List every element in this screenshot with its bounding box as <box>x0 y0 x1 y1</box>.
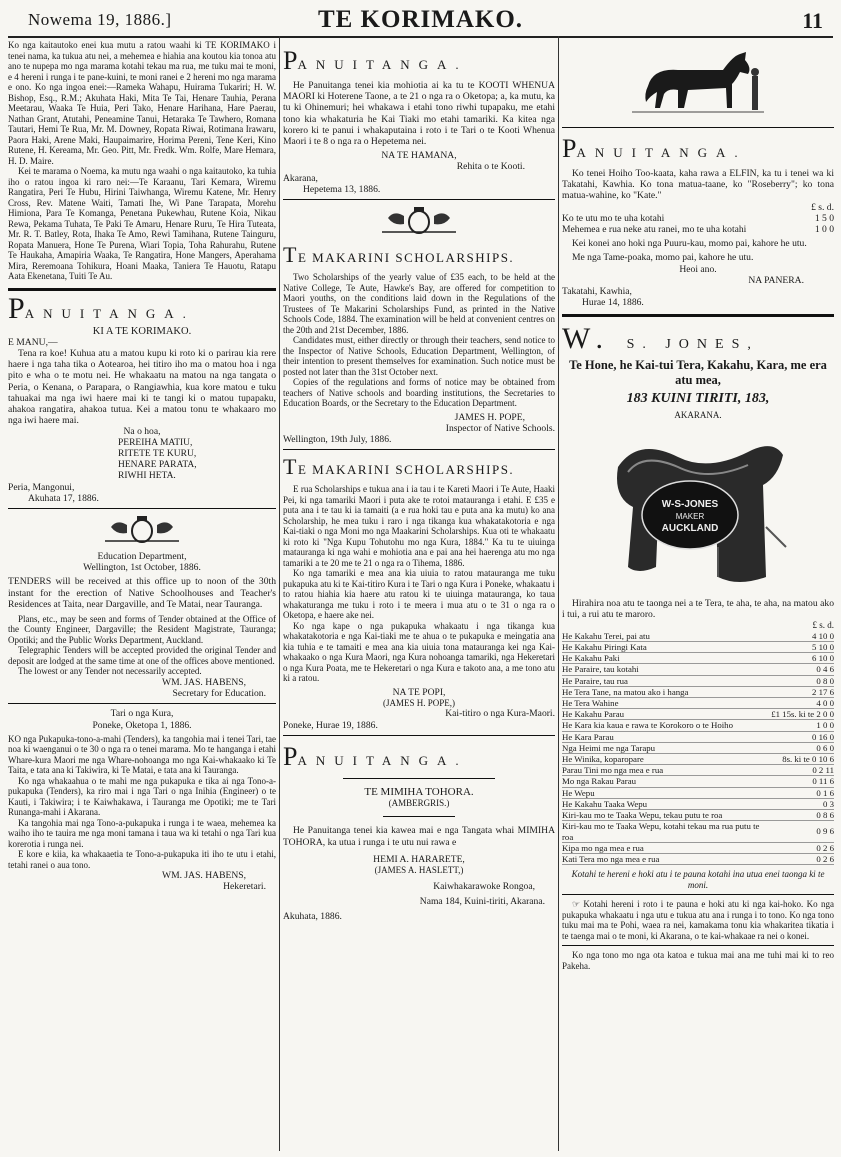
letter-closing: Na o hoa, <box>123 426 161 438</box>
signatory: PEREIHA MATIU, <box>118 437 193 448</box>
akuhata-date: Akuhata, 1886. <box>283 910 342 922</box>
price-row <box>562 631 834 642</box>
letter-date: Akuhata 17, 1886. <box>28 492 99 504</box>
price-value: 0 9 6 <box>771 821 834 842</box>
jones-city: AKARANA. <box>674 410 722 421</box>
panuitanga-heading: PANUITANGA. <box>283 46 468 75</box>
price-item: Kiri-kau mo te Taaka Wepu, kotahi tekau ma rua putu te roa <box>562 821 771 842</box>
price-item: He Tera Tane, na matou ako i hanga <box>562 686 771 697</box>
price-value: 2 17 6 <box>771 686 834 697</box>
section-rule <box>283 199 555 200</box>
royal-arms-ornament <box>97 515 187 545</box>
newspaper-title: TE KORIMAKO. <box>317 6 524 33</box>
scholarships-maori-1: E rua Scholarships e tukua ana i ia tau i te Kareti Maori i Te Aute, Haaki Pei, ki nga tamariki Maori i puta ake te rotoi matauranga i etahi. E £35 e puta ana i te tau ki ia tamaiti (a e rua hoki tau e puta ana ka mutu) ko ana Scholarship, he mea tuku i raro i nga tikanga kua whakatakotoria e nga Kai-tiaki o nga Moni mo nga Maakarini Scholarships. Kua oti te whakaatu ki roto ki "Nga Kupu Tohutohu mo nga Kura, 1884." Ka tu te uiuinga matauranga ki nga wahi e mohiotia ana e pai ana hei haerenga atu mo nga tamariki a te 20 me te 21 o nga ra o Tihema, 1886. <box>283 484 555 568</box>
price-item: He Wepu <box>562 787 771 798</box>
letter-signatories <box>118 438 276 482</box>
fee-row <box>562 213 834 224</box>
page-number: 11 <box>802 8 823 33</box>
subscribers-november: Kei te marama o Noema, ka mutu nga waahi o nga kaitautoko, ka tuhia iho o ratou ingoa ki raro nei:—Te Karaanu, Tari Kemara, Wiremu Rangatira, Peri Te Hubu, Hirini Taiwhanga, Wiremu Katene, Mr. Henry Cross, Rev. Matene Waiti, Tamati Ihe, Wi Pane Tarapata, Morehu Himiona, Para Te Komanga, Penetana Pukewhau, Rutene Koia, Nikau Rewa, Pekama Tuhata, Te Paki Te Amaru, Henare Ruru, Te Hira Tuteata, Mr. R. T. Batley, Rota, Ihaka Te Amo, Rewi Tamihana, Rutene Tainguru, Ropata Manuera, Hone Te Purena, Wiari Topia, Toha Rahurahu, Rutene Te Haukaha, Amapiria Waaka, Te Rangatira, Hone Mangers, Aperahama Mira, Reremoana Tohikura, Hoani Maaka, Taniera Te Hauotu, Ratapu Aata Ekenetana, Tuiti Te Au. <box>8 166 276 281</box>
section-rule <box>562 127 834 128</box>
english-orders-note: Ko nga tono mo nga ota katoa e tukua mai ana me tuhi mai ki to reo Pakeha. <box>562 950 834 971</box>
section-rule <box>8 703 276 704</box>
price-value: 8s. ki te 0 10 6 <box>771 754 834 765</box>
jones-heading: W. S. JONES, <box>562 322 759 356</box>
price-item: He Kakahu Taaka Wepu <box>562 798 771 809</box>
price-item: He Paraire, tau rua <box>562 675 771 686</box>
heoi-ano: Heoi ano. <box>679 263 717 275</box>
price-item: Nga Heimi me nga Tarapu <box>562 742 771 753</box>
scholarships-body-1: Two Scholarships of the yearly value of £35 each, to be held at the Native College, Te Aute, Hawke's Bay, are offered for competition to Maori youths, on the conditions laid down in the Regulations of the Trustees of Te Makarini Scholarships Fund, as printed in the Native Schools Code, 1884. The examination will be held at convenient centres on the 20th and 21st December, 1886. <box>283 272 555 335</box>
saddle-illustration <box>598 427 798 592</box>
price-item: He Kakahu Piringi Kata <box>562 642 771 653</box>
education-date: Wellington, 1st October, 1886. <box>83 562 201 574</box>
price-row <box>562 698 834 709</box>
tari-heading: Tari o nga Kura, <box>110 708 174 720</box>
kaititiro-role: Kai-titiro o nga Kura-Maori. <box>445 708 555 720</box>
price-row <box>562 709 834 720</box>
panuitanga-heading: PANUITANGA. <box>562 134 747 163</box>
scholarships-maori-2: Ko nga tamariki e mea ana kia uiuia to ratou matauranga me tuku pukapuka atu ki te Kai-titiro Kura i te Tari o nga Kura i Poneke, whakaatu i to ratou hiahia kia haere atu ratou ki te uiuinga matauranga, ko taua whakaturanga me tuku i roto i te meera i mua atu o te 31 o nga ra o Oketopa, e haere ake nei. <box>283 568 555 621</box>
discount-note: Kotahi te hereni e hoki atu i te pauna kotahi ina utua enei taonga ki te moni. <box>571 869 825 890</box>
section-rule <box>562 945 834 946</box>
signatory: RITETE TE KURU, <box>118 448 197 459</box>
pope-signature: JAMES H. POPE, <box>454 411 525 423</box>
price-value: £1 15s. ki te 2 0 0 <box>771 709 834 720</box>
takatahi-place: Takatahi, Kawhia, <box>562 286 632 298</box>
price-item: He Kakahu Terei, pai atu <box>562 631 771 642</box>
hurae-date: Hurae 14, 1886. <box>582 297 644 309</box>
horse-illustration <box>628 46 768 121</box>
section-rule <box>8 508 276 509</box>
price-item: He Kara Parau <box>562 731 771 742</box>
price-row <box>562 720 834 731</box>
price-value: 1 0 0 <box>771 720 834 731</box>
letter-salutation: E MANU,— <box>8 336 58 348</box>
popi-signature: NA TE POPI, <box>392 686 446 698</box>
section-rule <box>8 288 276 291</box>
price-row <box>562 776 834 787</box>
price-value: 0 4 6 <box>771 664 834 675</box>
scholarships-body-3: Copies of the regulations and forms of notice may be obtained from teachers of Native schools and boarding institutions, the Secretaries to Education Boards, or the Secretary to the Education Department. <box>283 377 555 409</box>
price-row <box>562 754 834 765</box>
price-item: Kipa mo nga mea e rua <box>562 842 771 853</box>
tari-date: Poneke, Oketopa 1, 1886. <box>92 719 192 731</box>
price-item: Mo nga Rakau Parau <box>562 776 771 787</box>
fee-row <box>562 224 834 235</box>
price-row <box>562 765 834 776</box>
signatory: RIWHI HETA. <box>118 470 176 481</box>
column-2 <box>283 40 555 1151</box>
land-court-notice: He Panuitanga tenei kia mohiotia ai ka tu te KOOTI WHENUA MAORI ki Hoterene Taone, a te 21 o nga ra o Oketopa; a, ka mutu, ka tu ki Ohinemuri; hei whakawa i etahi tono riwhi tupapaku, me etahi tono kia whakaturia he Kai Tiaki mo etahi tamariki. Ka kitea nga korero ki te panui i whakaputaina i roto i te Tari o te Kooti Whenua Maori i te 8 o nga ra o Hepetema nei. <box>283 80 555 148</box>
kaiwhakarawoke: Kaiwhakarawoke Rongoa, <box>433 880 535 892</box>
tenders-maori-2: Ko nga whakaahua o te mahi me nga pukapuka e tika ai nga Tono-a-pukapuka (Tenders), ka riro mai i nga Tari o nga Inihia (Engineer) o te Kauti, i Takiwira; i te Kaiwhakawa, i Tauranga me Opotiki; me te Tari Runanga-mahi i Akarana. <box>8 775 276 818</box>
price-value: 5 10 0 <box>771 642 834 653</box>
saddle-stamp-name: W-S-JONES <box>661 498 719 510</box>
masthead-rule <box>8 36 833 38</box>
hemi-signature: HEMI A. HARARETE, <box>373 853 465 865</box>
subscribers-notice: Ko nga kaitautoko enei kua mutu a ratou waahi ki TE KORIMAKO i tenei nama, ka tukua atu nei, a mehemea e hiahia ana koutou kia tonoa atu ano te nupepa mo nga marama kotahi tekau ma rua, me tuku mai te moni, e 4 hereni i runga i te pane-kuini, te moni ranei e 2 hereni mo nga marama e ono. Ko nga ingoa enei:—Rameka Wahapu, Huirama Tukariri; H. W. Bishop, Esq., R.M.; Akuhata Haki, Mita Te Tai, Henare Tauhia, Perana Meetarau, Waaka Te Huia, Peri Tako, Henare Harihana, Hare Paerau, Nathan Grant, Atutahi, Peneamine Tanui, Hetaraka Te Tawhero, Romana Tautari, Hemi Te Rua, Mr. M. Downey, Ropata Riwai, Rotimana Irawaru, Paora Haki, Arene Maki, Haupaimarire, Horima Pereni, Tene Keri, Kino Rutene, H. Kereama, Mr. Geo. Pitt, Mr. Fredk. Wm. Rolfe, Mare Hemara, H. D. Maire. <box>8 40 276 166</box>
price-currency-header: £ s. d. <box>812 620 834 631</box>
bulls-note: Kei konei ano hoki nga Puuru-kau, momo pai, kahore he utu. <box>572 238 807 250</box>
masthead <box>8 6 833 36</box>
letter-heading: KI A TE KORIMAKO. <box>92 325 192 337</box>
price-row <box>562 731 834 742</box>
tenders-maori: KO nga Pukapuka-tono-a-mahi (Tenders), ka tangohia mai i tenei Tari, tae noa ki waenganui o te 30 o nga ra o tenei marama. Mo te hanganga i etahi Whare-kura Maori me nga Whare-nohoanga mo nga Kai-whakaako ki Te Taita, e tata ana ki Takiwira, ki Te Matai, e tata ana ki Tauranga. <box>8 733 276 776</box>
price-item: Kati Tera mo nga mea e rua <box>562 853 771 864</box>
price-value: 0 8 6 <box>771 810 834 821</box>
short-rule <box>343 778 495 779</box>
fee-currency-header: £ s. d. <box>811 201 834 213</box>
popi-signature-english: (JAMES H. POPE,) <box>382 697 455 708</box>
section-rule <box>562 314 834 317</box>
wellington-date: Wellington, 19th July, 1886. <box>283 433 392 445</box>
price-item: He Winika, koparopare <box>562 754 771 765</box>
royal-arms-ornament <box>374 206 464 236</box>
akarana-place: Akarana, <box>283 172 318 184</box>
habens-signature-2: WM. JAS. HABENS, <box>162 870 246 882</box>
price-value: 0 16 0 <box>771 731 834 742</box>
habens-signature: WM. JAS. HABENS, <box>162 676 246 688</box>
issue-date: Nowema 19, 1886.] <box>28 10 172 29</box>
price-item: He Kara kia kaua e rawa te Korokoro o te Hoiho <box>562 720 771 731</box>
price-value: 6 10 0 <box>771 653 834 664</box>
tenders-telegraphic: Telegraphic Tenders will be accepted provided the original Tender and deposit are lodged at the same time at one of the offices above mentioned. <box>8 645 276 666</box>
stallion-notice: Ko tenei Hoiho Too-kaata, kaha rawa a ELFIN, ka tu i tenei wa ki Takatahi, Kawhia. Ko tona matua-taane, ko "Roseberry"; ko tona matua-wahine, ko "Kate." <box>562 168 834 202</box>
price-item: Parau Tini mo nga mea e rua <box>562 765 771 776</box>
price-value: 0 1 6 <box>771 787 834 798</box>
price-value: 0 2 6 <box>771 853 834 864</box>
poneke-date: Poneke, Hurae 19, 1886. <box>283 719 378 731</box>
price-item: He Paraire, tau kotahi <box>562 664 771 675</box>
price-row <box>562 642 834 653</box>
scholarships-body-2: Candidates must, either directly or through their teachers, send notice to the Inspector of Native Schools, Education Department, Wellington, of their intention to present themselves for examination. Such notice must be posted not later than the 31st October next. <box>283 335 555 377</box>
rehita-role: Rehita o te Kooti. <box>456 161 525 173</box>
letter-body: Tena ra koe! Kuhua atu a matou kupu ki roto ki o parirau kia rere haere i nga taha tika o Aotearoa, hei titiro iho ma o matou hoa i nga pito e wha o te motu nei. He whakaatu na matou na nga tangata o Peria, o Kenana, o Parapara, o Rangiawhia, kua kore matou e tuku tahuakai ma nga iwi haere mai ki te tangi ki o matou tupapaku, ahakoa rangatira, ahakoa tutua. Kei a matou tonu te whakaaro mo nga iwi haere mai. <box>8 347 276 427</box>
price-value: 0 8 0 <box>771 675 834 686</box>
tenders-maori-3: Ka tangohia mai nga Tono-a-pukapuka i runga i te waea, mehemea ka waiho iho te tauira me nga moni tamana i taua wa ki tetahi o nga Tari kua korerotia i runga nei. <box>8 817 276 849</box>
price-list <box>562 631 834 865</box>
tenders-maori-4: E kore e kiia, ka whakaaetia te Tono-a-pukapuka iti iho te utu i etahi, tetahi ranei o aua tono. <box>8 849 276 870</box>
price-value: 0 3 <box>771 798 834 809</box>
price-row <box>562 798 834 809</box>
price-item: Kiri-kau mo te Taaka Wepu, tekau putu te roa <box>562 810 771 821</box>
price-item: He Kakahu Paki <box>562 653 771 664</box>
column-divider <box>279 36 280 1151</box>
price-value: 0 6 0 <box>771 742 834 753</box>
price-item: He Tera Wahine <box>562 698 771 709</box>
scholarships-maori-3: Ko nga kape o nga pukapuka whakaatu i nga tikanga kua whakatakotoria e nga Kai-tiaki me te ahua o te pukapuka e meingatia ana kia tuhia e te tamaiti e mea ana kia uiuia tona matauranga kei nga Kai-whakaako o nga Kura Maori, nga Kura nohoanga tamariki, nga Hekeretari o nga Kura Poata, me te Hekeretari o nga Kura e takoto ana, a me tono atu ki a ratou. <box>283 620 555 684</box>
hepetema-date: Hepetema 13, 1886. <box>303 183 381 195</box>
price-row <box>562 664 834 675</box>
habens-role: Secretary for Education. <box>172 688 266 700</box>
price-value: 0 2 11 <box>771 765 834 776</box>
panuitanga-heading: PANUITANGA. <box>283 741 468 771</box>
education-department: Education Department, <box>97 550 187 562</box>
price-item: He Kakahu Parau <box>562 709 771 720</box>
price-value: 0 11 6 <box>771 776 834 787</box>
jones-subheading: Te Hone, he Kai-tui Tera, Kakahu, Kara, me era atu mea, <box>569 358 827 388</box>
fee-value: 1 0 0 <box>814 224 834 236</box>
pope-role: Inspector of Native Schools. <box>445 422 555 434</box>
saddle-stamp-maker: MAKER <box>675 511 705 521</box>
section-rule <box>562 894 834 895</box>
saddle-stamp-city: AUCKLAND <box>661 522 719 534</box>
hemi-english: (JAMES A. HASLETT,) <box>374 865 464 876</box>
price-row <box>562 853 834 864</box>
column-3 <box>562 40 834 1151</box>
hamana-signature: NA TE HAMANA, <box>381 150 457 162</box>
price-row <box>562 742 834 753</box>
hekeretari: Hekeretari. <box>223 881 266 893</box>
price-value: 0 2 6 <box>771 842 834 853</box>
fee-label: Mehemea e rua neke atu ranei, mo te uha kotahi <box>562 224 747 236</box>
column-divider <box>558 36 559 1151</box>
price-row <box>562 821 834 842</box>
panuitanga-heading: PANUITANGA. <box>8 291 195 325</box>
orders-note: ☞ Kotahi hereni i roto i te pauna e hoki atu ki nga kai-hoko. Ko nga pukapuka whakaatu i nga utu e tukua atu ana i runga i to tono. Ko nga tono tuku mai ma te Pohi, waea ra nei, kamakama tonu kia whakaritea tikatia i te taenga mai o te moni, ki Akarana, o te kai-whakaae ra nei o konei. <box>562 899 834 941</box>
ambergris-label: (AMBERGRIS.) <box>388 797 450 808</box>
panera-signature: NA PANERA. <box>748 274 804 286</box>
section-rule <box>283 735 555 736</box>
price-row <box>562 787 834 798</box>
section-rule <box>283 449 555 450</box>
nama-address: Nama 184, Kuini-tiriti, Akarana. <box>419 895 545 907</box>
price-row <box>562 810 834 821</box>
tenders-lowest: The lowest or any Tender not necessarily accepted. <box>18 666 202 677</box>
column-1 <box>8 40 276 1151</box>
jones-address: 183 KUINI TIRITI, 183, <box>626 391 770 407</box>
price-row <box>562 675 834 686</box>
mimiha-notice: He Panuitanga tenei kia kawea mai e nga Tangata whai MIMIHA TOHORA, ka utua i runga i te utu nui rawa e <box>283 825 555 848</box>
price-row <box>562 842 834 853</box>
mimiha-heading: TE MIMIHA TOHORA. <box>364 785 474 798</box>
scholarships-heading-maori: TE MAKARINI SCHOLARSHIPS. <box>283 454 515 480</box>
jones-description: Hirahira noa atu te taonga nei a te Tera, te aha, te aha, na matou ako i tui, a rui atu te maroro. <box>562 597 834 621</box>
price-value: 4 0 0 <box>771 698 834 709</box>
signatory: HENARE PARATA, <box>118 459 197 470</box>
short-rule <box>383 816 455 817</box>
scholarships-heading: TE MAKARINI SCHOLARSHIPS. <box>283 242 515 268</box>
fee-label: Ko te utu mo te uha kotahi <box>562 212 665 224</box>
price-value: 4 10 0 <box>771 631 834 642</box>
fee-value: 1 5 0 <box>814 212 834 224</box>
price-row <box>562 653 834 664</box>
price-row <box>562 686 834 697</box>
tenders-notice: TENDERS will be received at this office up to noon of the 30th instant for the erection of Native Schoolhouses and Teacher's Residences at Taita, near Dargaville, and Te Matai, near Tauranga. <box>8 576 276 610</box>
letter-place: Peria, Mangonui, <box>8 481 75 493</box>
tenders-plans: Plans, etc., may be seen and forms of Tender obtained at the Office of the County Engineer, Dargaville; the Resident Magistrate, Tauranga; Opotiki; and the Public Works Department, Auckland. <box>8 613 276 645</box>
boars-note: Me nga Tame-poaka, momo pai, kahore he utu. <box>572 252 754 264</box>
